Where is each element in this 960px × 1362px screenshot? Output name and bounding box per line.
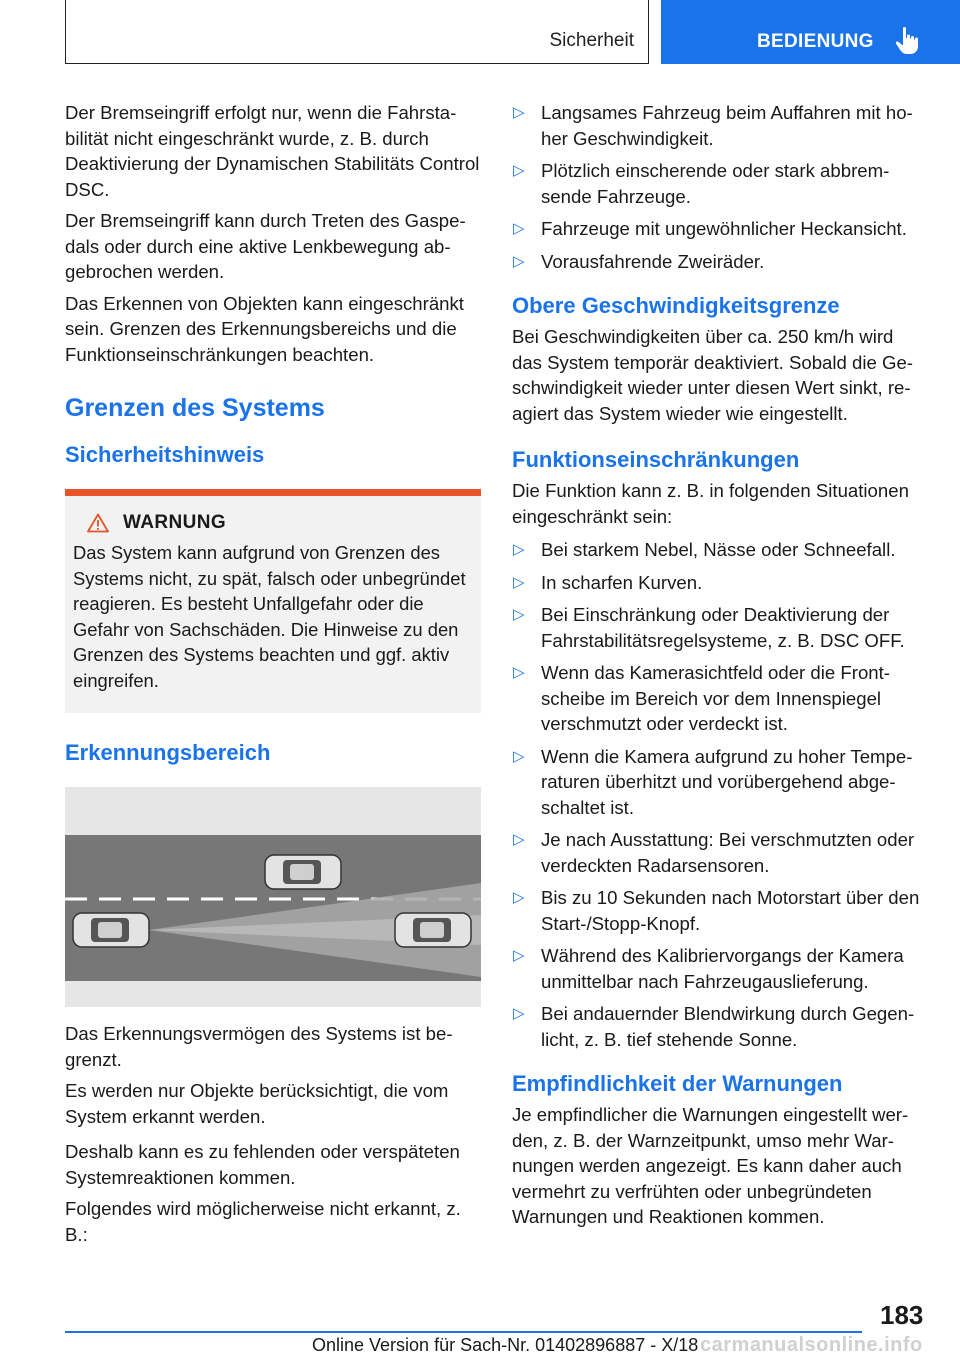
paragraph-detection-limited: Das Erkennen von Objekten kann eingeschränkt sein. Grenzen des Erkennungsbereichs und die Funktionseinschränkungen beachten.: [65, 292, 464, 365]
warning-title: WARNUNG: [123, 512, 227, 533]
watermark: carmanualsonline.info: [700, 1334, 923, 1356]
warning-text: Das System kann aufgrund von Grenzen des Systems nicht, zu spät, falsch oder unbegründet reagieren. Es besteht Unfallgefahr oder die Gefahr von Sachschäden. Die Hinweise zu den Grenzen des Systems beachten und ggf. aktiv eingreifen.: [73, 542, 466, 691]
warning-triangle-icon: [87, 513, 109, 533]
list-item: ▷ Bei starkem Nebel, Nässe oder Schneefall.: [512, 537, 928, 563]
list-item: ▷ Bei Einschränkung oder Deaktivierung der Fahrstabilitätsregelsysteme, z. B. DSC OFF.: [513, 604, 905, 651]
warning-header: [73, 512, 471, 534]
paragraph-warning-sensitivity: Je empfindlicher die Warnungen eingestellt werden, z. B. der Warnzeitpunkt, umso mehr Warnungen werden angezeigt. Es kann daher auch vermehrt zu verfrühten oder unbegründeten Warnungen und Reaktionen kommen.: [512, 1104, 909, 1227]
heading-detection-range: Erkennungsbereich: [65, 740, 271, 765]
header-chapter-tab[interactable]: [661, 0, 960, 64]
triangle-bullet-icon: ▷: [513, 573, 525, 591]
list-item: ▷ Während des Kalibriervorgangs der Kamera unmittelbar nach Fahrzeugauslieferung.: [513, 945, 904, 992]
paragraph-objects-considered: Es werden nur Objekte berücksichtigt, die vom System erkannt werden.: [65, 1080, 449, 1127]
triangle-bullet-icon: ▷: [513, 747, 525, 765]
car-front-ahead: [395, 913, 471, 947]
pointing-hand-icon: [894, 26, 920, 56]
triangle-bullet-icon: ▷: [513, 541, 525, 558]
heading-upper-speed-limit: Obere Geschwindigkeitsgrenze: [512, 293, 840, 318]
paragraph-missing-reactions: Deshalb kann es zu fehlenden oder verspäteten Systemreaktionen kommen.: [65, 1141, 460, 1188]
triangle-bullet-icon: ▷: [513, 947, 525, 964]
list-item: ▷ Wenn das Kamerasichtfeld oder die Frontscheibe im Bereich vor dem Innenspiegel verschmutzt oder verdeckt ist.: [513, 662, 890, 734]
paragraph-not-detected-intro: Folgendes wird möglicherweise nicht erkannt, z. B.:: [65, 1198, 461, 1245]
paragraph-brake-intervention: Der Bremseingriff erfolgt nur, wenn die Fahrstabilität nicht eingeschränkt wurde, z. B. durch Deaktivierung der Dynamischen Stabilitäts Control DSC.: [65, 102, 480, 200]
list-item: ▷ Je nach Ausstattung: Bei verschmutzten oder verdeckten Radarsensoren.: [513, 829, 915, 876]
triangle-bullet-icon: ▷: [513, 252, 525, 270]
car-front-left: [265, 855, 341, 889]
footer-online-version: Online Version für Sach-Nr. 01402896887 - X/18: [312, 1335, 699, 1355]
left-column: [65, 100, 481, 1253]
triangle-bullet-icon: ▷: [513, 162, 525, 179]
list-item: ▷ In scharfen Kurven.: [512, 570, 928, 596]
list-item: ▷ Bei andauernder Blendwirkung durch Gegenlicht, z. B. tief stehende Sonne.: [513, 1003, 915, 1050]
triangle-bullet-icon: ▷: [513, 889, 525, 906]
triangle-bullet-icon: ▷: [513, 606, 525, 623]
paragraph-function-limitations: Die Funktion kann z. B. in folgenden Situationen eingeschränkt sein:: [512, 480, 909, 527]
warning-box: [65, 489, 481, 713]
heading-warning-sensitivity: Empfindlichkeit der Warnungen: [512, 1071, 843, 1096]
list-item: ▷ Plötzlich einscherende oder stark abbremsende Fahrzeuge.: [513, 160, 890, 207]
paragraph-detection-capability: Das Erkennungsvermögen des Systems ist begrenzt.: [65, 1023, 453, 1070]
car-ego: [73, 913, 149, 947]
page-number: 183: [880, 1300, 924, 1330]
right-column: [512, 100, 928, 1236]
triangle-bullet-icon: ▷: [513, 1005, 525, 1022]
triangle-bullet-icon: ▷: [513, 831, 525, 848]
detection-range-diagram: [65, 787, 481, 1007]
header-chapter-label: BEDIENUNG: [757, 31, 874, 52]
heading-system-limits: Grenzen des Systems: [65, 394, 325, 422]
list-item: ▷ Langsames Fahrzeug beim Auffahren mit hoher Geschwindigkeit.: [513, 102, 913, 149]
list-not-detected: [512, 100, 928, 274]
header-section-box: [65, 0, 649, 64]
list-item: ▷ Vorausfahrende Zweiräder.: [512, 249, 928, 275]
triangle-bullet-icon: ▷: [513, 664, 525, 681]
triangle-bullet-icon: ▷: [513, 104, 525, 121]
footer-rule: [65, 1331, 862, 1333]
list-item: ▷ Fahrzeuge mit ungewöhnlicher Heckansicht.: [512, 216, 928, 242]
triangle-bullet-icon: ▷: [513, 220, 525, 237]
list-item: ▷ Bis zu 10 Sekunden nach Motorstart über den Start-/Stopp-Knopf.: [513, 887, 920, 934]
heading-function-limitations: Funktionseinschränkungen: [512, 447, 800, 472]
paragraph-upper-speed-limit: Bei Geschwindigkeiten über ca. 250 km/h wird das System temporär deaktiviert. Sobald die Geschwindigkeit wieder unter diesen Wert sinkt, reagiert das System wieder wie eingestellt.: [512, 326, 913, 424]
detection-range-illustration: [65, 787, 481, 1007]
heading-safety-note: Sicherheitshinweis: [65, 442, 265, 467]
header-section-title: Sicherheit: [549, 30, 634, 51]
list-item: ▷ Wenn die Kamera aufgrund zu hoher Temperaturen überhitzt und vorübergehend abgeschaltet ist.: [513, 745, 913, 818]
paragraph-brake-abort: Der Bremseingriff kann durch Treten des Gaspedals oder durch eine aktive Lenkbewegung abgebrochen werden.: [65, 210, 466, 282]
list-function-limitations: [512, 537, 928, 1052]
